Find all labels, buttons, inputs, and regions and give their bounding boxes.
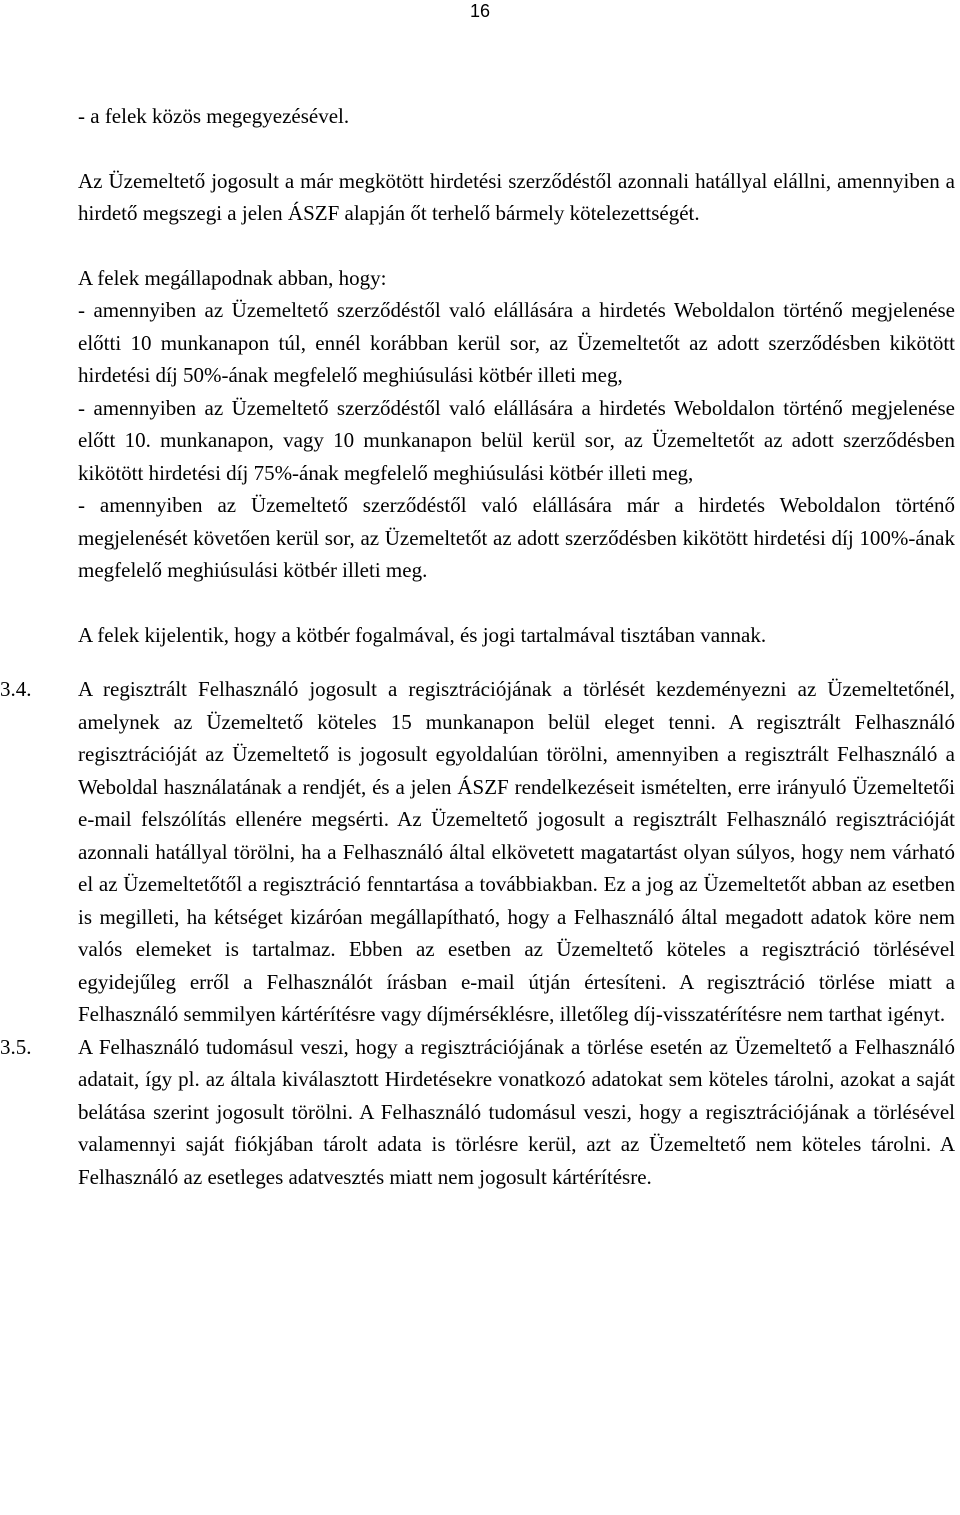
section-number: 3.4. bbox=[0, 677, 32, 701]
section-number: 3.5. bbox=[0, 1034, 32, 1059]
page-number: 16 bbox=[469, 1, 491, 21]
paragraph-withdrawal: Az Üzemeltető jogosult a már megkötött hirdetési szerződéstől azonnali hatállyal elállni, amennyiben a hirdető megszegi a jelen ÁSZF alapján őt terhelő bármely kötelezettségét. bbox=[78, 168, 955, 225]
paragraph-penalty-clear: A felek kijelentik, hogy a kötbér fogalmával, és jogi tartalmával tisztában vannak. bbox=[78, 622, 767, 647]
section-3-4 bbox=[0, 673, 955, 1031]
intro-item: - a felek közös megegyezésével. bbox=[78, 104, 350, 128]
section-text: A Felhasználó tudomásul veszi, hogy a regisztrációjának a törlése esetén az Üzemeltető a Felhasználó adatait, így pl. az általa kiválasztott Hirdetésekre vonatkozó adatokat sem köteles tárolni, azokat a saját belátása szerint jogosult törölni. A Felhasználó tudomásul veszi, hogy a regisztrációjának a törlésével valamennyi saját fiókjában tárolt adata is törlésre kerül, azt az Üzemeltető nem köteles tárolni. A Felhasználó az esetleges adatvesztés miatt nem jogosult kártérítésre. bbox=[78, 1034, 955, 1189]
section-3-5 bbox=[0, 1031, 955, 1194]
agreement-intro: A felek megállapodnak abban, hogy: bbox=[78, 265, 387, 290]
document-body bbox=[0, 100, 955, 1193]
section-text: A regisztrált Felhasználó jogosult a regisztrációjának a törlését kezdeményezni az Üzemeltetőnél, amelynek az Üzemeltető köteles 15 munkanapon belül eleget tenni. A regisztrált Felhasználó regisztrációját az Üzemeltető is jogosult egyoldalúan törölni, amennyiben a regisztrált Felhasználó a Weboldal használatának a rendjét, és a jelen ÁSZF rendelkezéseit ismételten, erre irányuló Üzemeltetői e-mail felszólítás ellenére megsérti. Az Üzemeltető jogosult a regisztrált Felhasználó regisztrációját azonnali hatállyal törölni, ha a Felhasználó által elkövetett magatartást olyan súlyos, hogy nem várható el az Üzemeltetőtől a regisztráció fenntartása a továbbiakban. Ez a jog az Üzemeltetőt abban az esetben is megilleti, ha kétséget kizáróan megállapítható, hogy a Felhasználó által megadott adatok köre nem valós elemeket is tartalmaz. Ebben az esetben az Üzemeltető köteles a regisztráció törlésével egyidejűleg erről a Felhasználót írásban e-mail útján értesíteni. A regisztráció törlése miatt a Felhasználó semmilyen kártérítésre vagy díjmérséklésre, illetőleg díj-visszatérítésre nem tarthat igényt. bbox=[78, 677, 955, 1026]
agreement-item-2: - amennyiben az Üzemeltető szerződéstől való elállására a hirdetés Weboldalon történő megjelenése előtt 10. munkanapon, vagy 10 munkanapon belül kerül sor, az Üzemeltetőt az adott szerződésben kikötött hirdetési díj 75%-ának megfelelő meghiúsulási kötbér illeti meg, bbox=[78, 395, 955, 485]
agreement-item-3: - amennyiben az Üzemeltető szerződéstől való elállására már a hirdetés Weboldalon történő megjelenését követően kerül sor, az Üzemeltetőt az adott szerződésben kikötött hirdetési díj 100%-ának megfelelő meghiúsulási kötbér illeti meg. bbox=[78, 493, 955, 582]
agreement-item-1: - amennyiben az Üzemeltető szerződéstől való elállására a hirdetés Weboldalon történő megjelenése előtti 10 munkanapon túl, ennél korábban kerül sor, az Üzemeltetőt az adott szerződésben kikötött hirdetési díj 50%-ának megfelelő meghiúsulási kötbér illeti meg, bbox=[78, 298, 955, 387]
